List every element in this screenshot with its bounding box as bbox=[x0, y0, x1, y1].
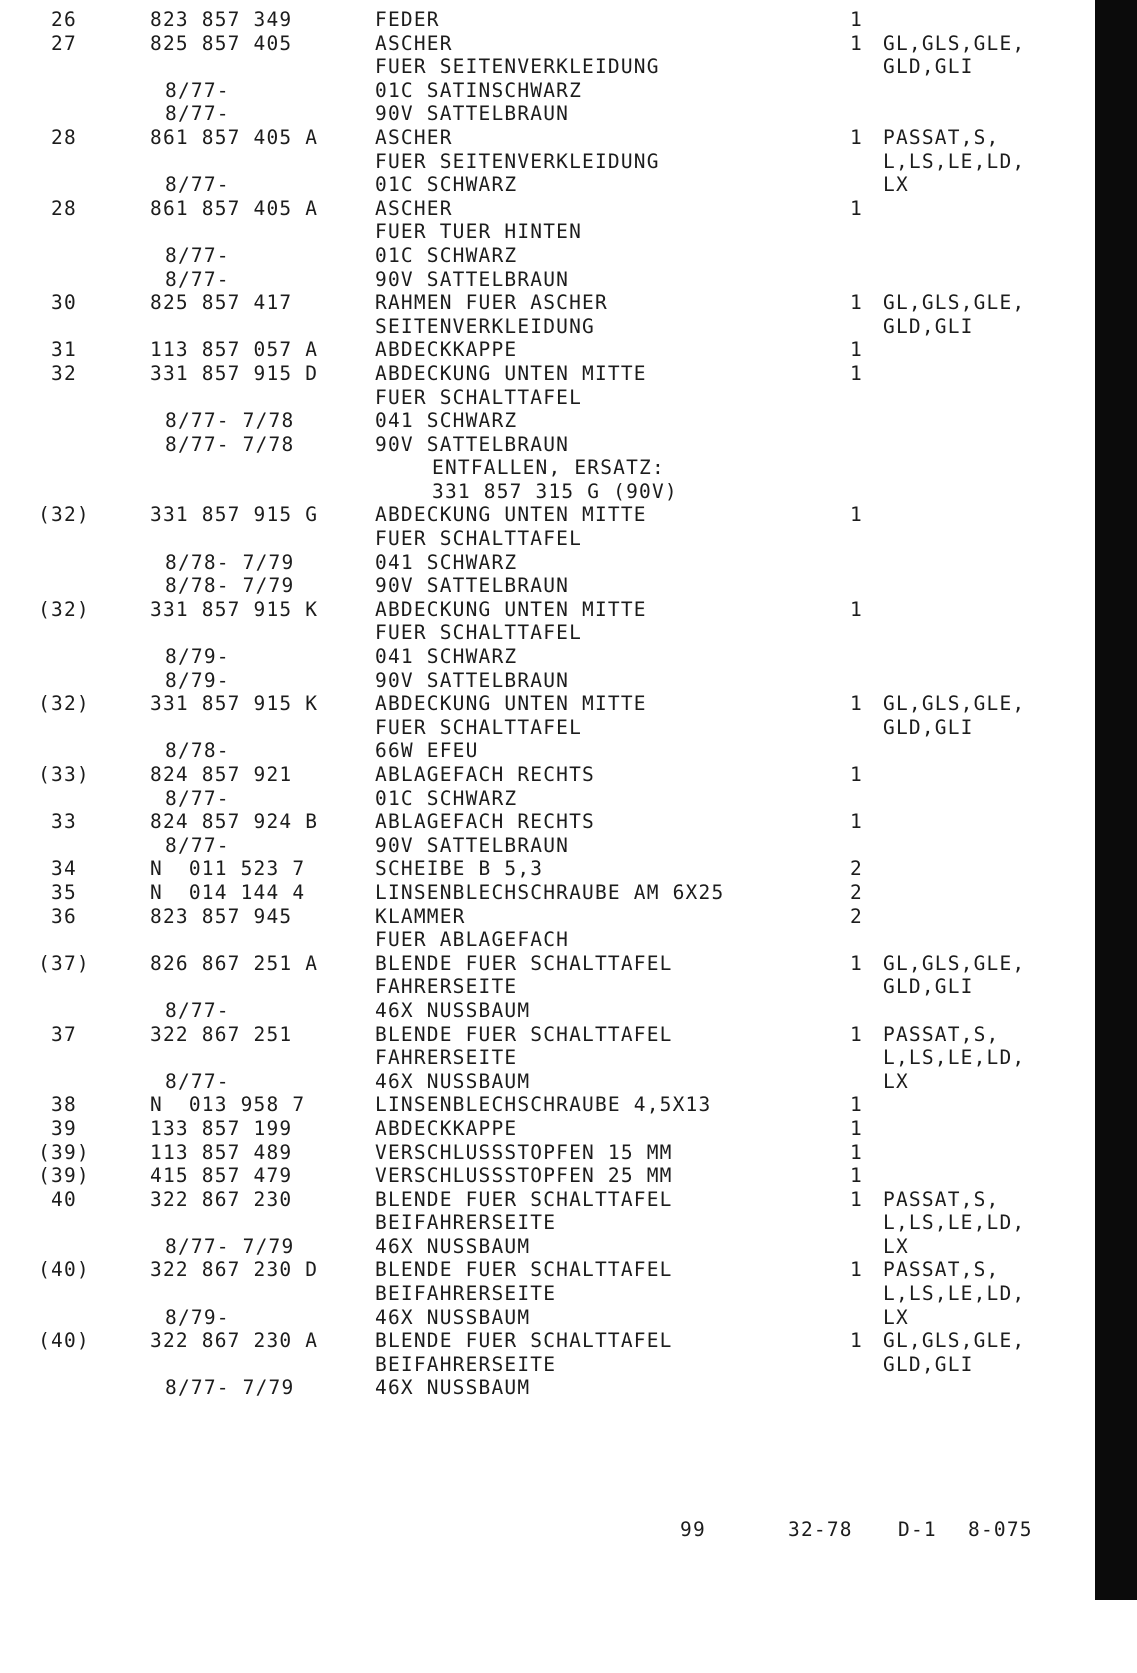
description: BLENDE FUER SCHALTTAFEL bbox=[375, 1187, 673, 1211]
description: FUER SCHALTTAFEL bbox=[375, 385, 583, 409]
parts-row bbox=[0, 503, 1090, 527]
parts-row bbox=[0, 55, 1090, 79]
date-range: 8/77- 7/79 bbox=[165, 1234, 295, 1258]
description: ABDECKKAPPE bbox=[375, 338, 518, 362]
description: 90V SATTELBRAUN bbox=[375, 833, 570, 857]
part-number: 331 857 915 G bbox=[150, 503, 319, 527]
footer-group-code: D-1 bbox=[898, 1518, 937, 1541]
part-number: 322 867 251 bbox=[150, 1022, 293, 1046]
quantity: 1 bbox=[850, 692, 863, 716]
position-number: 33 bbox=[51, 810, 77, 834]
description: FUER TUER HINTEN bbox=[375, 220, 583, 244]
description: SCHEIBE B 5,3 bbox=[375, 857, 544, 881]
date-range: 8/77- bbox=[165, 243, 230, 267]
description: LINSENBLECHSCHRAUBE 4,5X13 bbox=[375, 1093, 712, 1117]
description: 46X NUSSBAUM bbox=[375, 998, 531, 1022]
position-number: (33) bbox=[38, 763, 90, 786]
position-number: 34 bbox=[51, 857, 77, 881]
date-range: 8/77- 7/78 bbox=[165, 432, 295, 456]
quantity: 1 bbox=[850, 31, 863, 55]
model-applicability: PASSAT,S, bbox=[883, 1258, 1000, 1282]
parts-row bbox=[0, 787, 1090, 811]
parts-row bbox=[0, 975, 1090, 999]
parts-row bbox=[0, 220, 1090, 244]
parts-row bbox=[0, 197, 1090, 221]
description: ASCHER bbox=[375, 31, 453, 55]
quantity: 2 bbox=[850, 880, 863, 904]
parts-row bbox=[0, 928, 1090, 952]
model-applicability: PASSAT,S, bbox=[883, 1022, 1000, 1046]
position-number: 26 bbox=[51, 8, 77, 31]
parts-row bbox=[0, 1306, 1090, 1330]
position-number: 37 bbox=[51, 1022, 77, 1046]
quantity: 1 bbox=[850, 597, 863, 621]
description: FAHRERSEITE bbox=[375, 1046, 518, 1070]
description: 01C SCHWARZ bbox=[375, 173, 518, 197]
quantity: 1 bbox=[850, 196, 863, 220]
quantity: 1 bbox=[850, 1187, 863, 1211]
part-number: N 011 523 7 bbox=[150, 857, 306, 881]
parts-row bbox=[0, 150, 1090, 174]
parts-row bbox=[0, 716, 1090, 740]
description: BEIFAHRERSEITE bbox=[375, 1352, 557, 1376]
description: 041 SCHWARZ bbox=[375, 645, 518, 669]
parts-row bbox=[0, 1376, 1090, 1400]
model-applicability: L,LS,LE,LD, bbox=[883, 1046, 1026, 1070]
position-number: 32 bbox=[51, 361, 77, 385]
quantity: 1 bbox=[850, 1164, 863, 1188]
quantity: 1 bbox=[850, 291, 863, 315]
description: FUER SCHALTTAFEL bbox=[375, 715, 583, 739]
description: SEITENVERKLEIDUNG bbox=[375, 314, 595, 338]
description: ABDECKUNG UNTEN MITTE bbox=[375, 361, 647, 385]
description: 90V SATTELBRAUN bbox=[375, 102, 570, 126]
description: 46X NUSSBAUM bbox=[375, 1305, 531, 1329]
parts-row bbox=[0, 952, 1090, 976]
description: ABDECKUNG UNTEN MITTE bbox=[375, 503, 647, 527]
part-number: N 013 958 7 bbox=[150, 1093, 306, 1117]
quantity: 1 bbox=[850, 763, 863, 786]
page-footer bbox=[0, 1517, 1090, 1543]
part-number: 861 857 405 A bbox=[150, 125, 319, 149]
description: FUER SCHALTTAFEL bbox=[375, 621, 583, 645]
position-number: 38 bbox=[51, 1093, 77, 1117]
model-applicability: PASSAT,S, bbox=[883, 125, 1000, 149]
part-number: 322 867 230 D bbox=[150, 1258, 319, 1282]
model-applicability: GLD,GLI bbox=[883, 55, 974, 79]
description: ASCHER bbox=[375, 125, 453, 149]
part-number: 331 857 915 D bbox=[150, 361, 319, 385]
date-range: 8/77- bbox=[165, 833, 230, 857]
parts-row bbox=[0, 79, 1090, 103]
description: ABLAGEFACH RECHTS bbox=[375, 810, 595, 834]
parts-row bbox=[0, 1211, 1090, 1235]
model-applicability: PASSAT,S, bbox=[883, 1187, 1000, 1211]
description: 46X NUSSBAUM bbox=[375, 1069, 531, 1093]
model-applicability: GL,GLS,GLE, bbox=[883, 692, 1026, 716]
date-range: 8/77- bbox=[165, 267, 230, 291]
quantity: 1 bbox=[850, 503, 863, 527]
quantity: 1 bbox=[850, 1140, 863, 1164]
description: VERSCHLUSSSTOPFEN 15 MM bbox=[375, 1140, 673, 1164]
part-number: 133 857 199 bbox=[150, 1116, 293, 1140]
part-number: 823 857 945 bbox=[150, 904, 293, 928]
quantity: 2 bbox=[850, 904, 863, 928]
parts-row bbox=[0, 857, 1090, 881]
position-number: (32) bbox=[38, 597, 90, 621]
position-number: (40) bbox=[38, 1329, 90, 1353]
parts-row bbox=[0, 102, 1090, 126]
description: BLENDE FUER SCHALTTAFEL bbox=[375, 1329, 673, 1353]
description: ABLAGEFACH RECHTS bbox=[375, 763, 595, 786]
part-number: 826 867 251 A bbox=[150, 951, 319, 975]
model-applicability: GL,GLS,GLE, bbox=[883, 291, 1026, 315]
quantity: 1 bbox=[850, 1093, 863, 1117]
quantity: 1 bbox=[850, 1258, 863, 1282]
quantity: 1 bbox=[850, 810, 863, 834]
description: BLENDE FUER SCHALTTAFEL bbox=[375, 1258, 673, 1282]
description: FEDER bbox=[375, 8, 440, 31]
parts-row bbox=[0, 1046, 1090, 1070]
position-number: 27 bbox=[51, 31, 77, 55]
parts-row bbox=[0, 386, 1090, 410]
parts-row bbox=[0, 645, 1090, 669]
parts-row bbox=[0, 173, 1090, 197]
date-range: 8/77- 7/78 bbox=[165, 409, 295, 433]
model-applicability: LX bbox=[883, 1305, 909, 1329]
parts-list bbox=[0, 8, 1090, 1400]
parts-row bbox=[0, 574, 1090, 598]
model-applicability: L,LS,LE,LD, bbox=[883, 1282, 1026, 1306]
part-number: 322 867 230 bbox=[150, 1187, 293, 1211]
parts-row bbox=[0, 1188, 1090, 1212]
parts-row bbox=[0, 1141, 1090, 1165]
date-range: 8/79- bbox=[165, 645, 230, 669]
model-applicability: GLD,GLI bbox=[883, 715, 974, 739]
parts-row bbox=[0, 338, 1090, 362]
parts-row bbox=[0, 834, 1090, 858]
parts-row bbox=[0, 598, 1090, 622]
part-number: 861 857 405 A bbox=[150, 196, 319, 220]
position-number: (39) bbox=[38, 1140, 90, 1164]
parts-row bbox=[0, 881, 1090, 905]
position-number: 31 bbox=[51, 338, 77, 362]
parts-row bbox=[0, 291, 1090, 315]
parts-row bbox=[0, 905, 1090, 929]
quantity: 1 bbox=[850, 951, 863, 975]
description: ENTFALLEN, ERSATZ: bbox=[432, 456, 665, 480]
model-applicability: L,LS,LE,LD, bbox=[883, 149, 1026, 173]
date-range: 8/79- bbox=[165, 1305, 230, 1329]
description: 66W EFEU bbox=[375, 739, 479, 763]
description: FAHRERSEITE bbox=[375, 975, 518, 999]
parts-row bbox=[0, 1235, 1090, 1259]
parts-row bbox=[0, 1282, 1090, 1306]
description: 90V SATTELBRAUN bbox=[375, 574, 570, 598]
quantity: 1 bbox=[850, 1329, 863, 1353]
model-applicability: LX bbox=[883, 1234, 909, 1258]
scan-edge-bar bbox=[1095, 0, 1137, 1600]
date-range: 8/79- bbox=[165, 668, 230, 692]
part-number: 415 857 479 bbox=[150, 1164, 293, 1188]
parts-row bbox=[0, 1093, 1090, 1117]
parts-row bbox=[0, 456, 1090, 480]
parts-row bbox=[0, 999, 1090, 1023]
model-applicability: GL,GLS,GLE, bbox=[883, 951, 1026, 975]
date-range: 8/77- bbox=[165, 786, 230, 810]
parts-row bbox=[0, 527, 1090, 551]
position-number: (39) bbox=[38, 1164, 90, 1188]
footer-edition-code: 8-075 bbox=[968, 1518, 1033, 1541]
position-number: (32) bbox=[38, 692, 90, 716]
parts-row bbox=[0, 669, 1090, 693]
description: 041 SCHWARZ bbox=[375, 409, 518, 433]
parts-row bbox=[0, 315, 1090, 339]
date-range: 8/77- bbox=[165, 173, 230, 197]
parts-row bbox=[0, 739, 1090, 763]
description: FUER SEITENVERKLEIDUNG bbox=[375, 55, 660, 79]
description: FUER SEITENVERKLEIDUNG bbox=[375, 149, 660, 173]
description: 01C SATINSCHWARZ bbox=[375, 78, 583, 102]
parts-row bbox=[0, 1258, 1090, 1282]
footer-page-number: 99 bbox=[680, 1518, 706, 1541]
parts-row bbox=[0, 32, 1090, 56]
quantity: 1 bbox=[850, 1022, 863, 1046]
part-number: 331 857 915 K bbox=[150, 597, 319, 621]
part-number: 322 867 230 A bbox=[150, 1329, 319, 1353]
model-applicability: LX bbox=[883, 1069, 909, 1093]
parts-row bbox=[0, 1023, 1090, 1047]
parts-row bbox=[0, 763, 1090, 787]
parts-row bbox=[0, 268, 1090, 292]
parts-row bbox=[0, 362, 1090, 386]
position-number: 28 bbox=[51, 125, 77, 149]
quantity: 1 bbox=[850, 361, 863, 385]
part-number: 823 857 349 bbox=[150, 8, 293, 31]
parts-row bbox=[0, 1164, 1090, 1188]
part-number: 331 857 915 K bbox=[150, 692, 319, 716]
date-range: 8/78- bbox=[165, 739, 230, 763]
model-applicability: GLD,GLI bbox=[883, 1352, 974, 1376]
date-range: 8/77- 7/79 bbox=[165, 1376, 295, 1400]
part-number: 824 857 924 B bbox=[150, 810, 319, 834]
position-number: (32) bbox=[38, 503, 90, 527]
parts-row bbox=[0, 1329, 1090, 1353]
part-number: 824 857 921 bbox=[150, 763, 293, 786]
quantity: 1 bbox=[850, 125, 863, 149]
model-applicability: GL,GLS,GLE, bbox=[883, 1329, 1026, 1353]
parts-row bbox=[0, 480, 1090, 504]
model-applicability: LX bbox=[883, 173, 909, 197]
description: 90V SATTELBRAUN bbox=[375, 432, 570, 456]
quantity: 1 bbox=[850, 338, 863, 362]
description: ABDECKKAPPE bbox=[375, 1116, 518, 1140]
parts-row bbox=[0, 1117, 1090, 1141]
parts-row bbox=[0, 8, 1090, 32]
description: ABDECKUNG UNTEN MITTE bbox=[375, 597, 647, 621]
description: ASCHER bbox=[375, 196, 453, 220]
position-number: (37) bbox=[38, 951, 90, 975]
description: 46X NUSSBAUM bbox=[375, 1234, 531, 1258]
part-number: N 014 144 4 bbox=[150, 880, 306, 904]
description: 331 857 315 G (90V) bbox=[432, 479, 678, 503]
parts-row bbox=[0, 621, 1090, 645]
description: RAHMEN FUER ASCHER bbox=[375, 291, 608, 315]
description: 01C SCHWARZ bbox=[375, 786, 518, 810]
description: FUER SCHALTTAFEL bbox=[375, 527, 583, 551]
position-number: 39 bbox=[51, 1116, 77, 1140]
model-applicability: GLD,GLI bbox=[883, 975, 974, 999]
model-applicability: GLD,GLI bbox=[883, 314, 974, 338]
description: BLENDE FUER SCHALTTAFEL bbox=[375, 951, 673, 975]
description: LINSENBLECHSCHRAUBE AM 6X25 bbox=[375, 880, 725, 904]
description: BEIFAHRERSEITE bbox=[375, 1211, 557, 1235]
description: 01C SCHWARZ bbox=[375, 243, 518, 267]
position-number: 36 bbox=[51, 904, 77, 928]
position-number: 30 bbox=[51, 291, 77, 315]
parts-row bbox=[0, 433, 1090, 457]
description: 90V SATTELBRAUN bbox=[375, 267, 570, 291]
part-number: 113 857 489 bbox=[150, 1140, 293, 1164]
footer-section-code: 32-78 bbox=[788, 1518, 853, 1541]
description: ABDECKUNG UNTEN MITTE bbox=[375, 692, 647, 716]
date-range: 8/77- bbox=[165, 998, 230, 1022]
position-number: 35 bbox=[51, 880, 77, 904]
description: FUER ABLAGEFACH bbox=[375, 928, 570, 952]
parts-row bbox=[0, 409, 1090, 433]
position-number: 28 bbox=[51, 196, 77, 220]
parts-row bbox=[0, 1353, 1090, 1377]
parts-row bbox=[0, 1070, 1090, 1094]
description: 46X NUSSBAUM bbox=[375, 1376, 531, 1400]
description: 041 SCHWARZ bbox=[375, 550, 518, 574]
model-applicability: L,LS,LE,LD, bbox=[883, 1211, 1026, 1235]
date-range: 8/78- 7/79 bbox=[165, 574, 295, 598]
date-range: 8/77- bbox=[165, 1069, 230, 1093]
parts-row bbox=[0, 551, 1090, 575]
parts-row bbox=[0, 126, 1090, 150]
part-number: 113 857 057 A bbox=[150, 338, 319, 362]
model-applicability: GL,GLS,GLE, bbox=[883, 31, 1026, 55]
description: 90V SATTELBRAUN bbox=[375, 668, 570, 692]
position-number: (40) bbox=[38, 1258, 90, 1282]
description: KLAMMER bbox=[375, 904, 466, 928]
position-number: 40 bbox=[51, 1187, 77, 1211]
quantity: 1 bbox=[850, 1116, 863, 1140]
description: BEIFAHRERSEITE bbox=[375, 1282, 557, 1306]
description: VERSCHLUSSSTOPFEN 25 MM bbox=[375, 1164, 673, 1188]
part-number: 825 857 405 bbox=[150, 31, 293, 55]
parts-row bbox=[0, 244, 1090, 268]
date-range: 8/77- bbox=[165, 78, 230, 102]
date-range: 8/78- 7/79 bbox=[165, 550, 295, 574]
date-range: 8/77- bbox=[165, 102, 230, 126]
part-number: 825 857 417 bbox=[150, 291, 293, 315]
quantity: 1 bbox=[850, 8, 863, 31]
quantity: 2 bbox=[850, 857, 863, 881]
description: BLENDE FUER SCHALTTAFEL bbox=[375, 1022, 673, 1046]
parts-row bbox=[0, 692, 1090, 716]
parts-row bbox=[0, 810, 1090, 834]
